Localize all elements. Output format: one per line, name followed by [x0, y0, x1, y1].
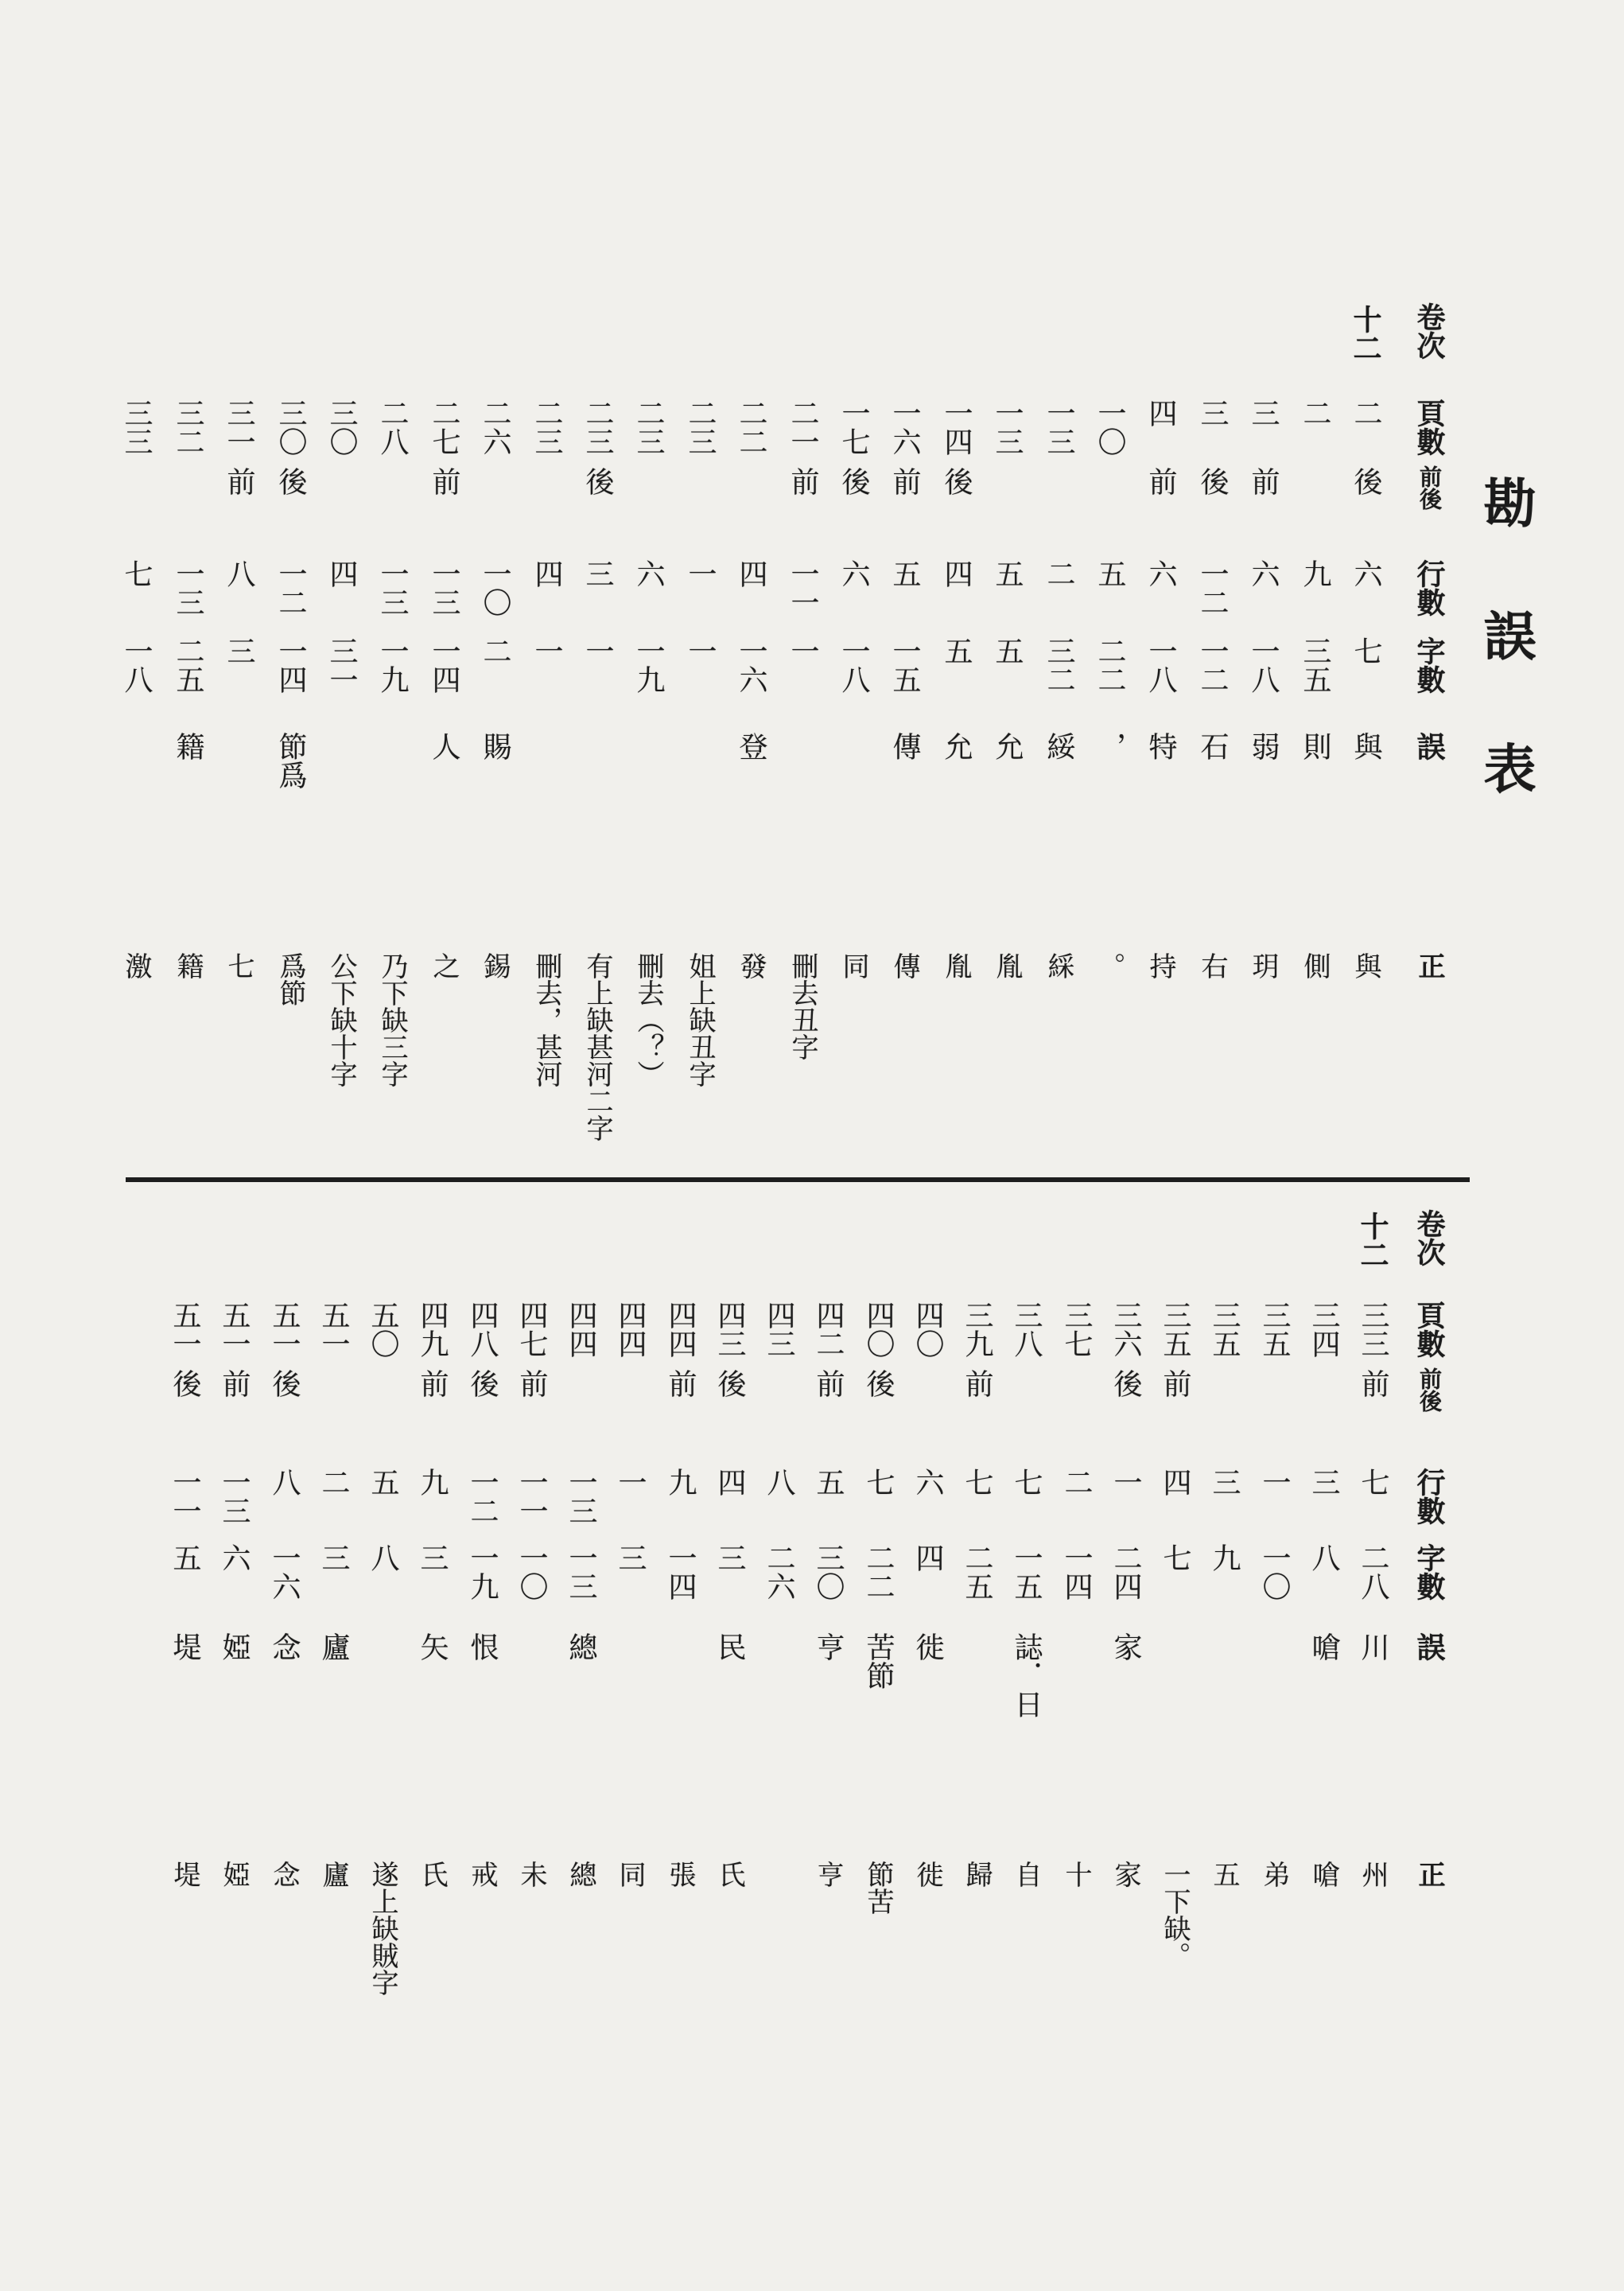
wrong-text: 傳	[888, 732, 921, 760]
page-ref	[1255, 1301, 1293, 1404]
correct-text: 亨	[812, 1861, 844, 1888]
page-side: 後	[713, 1369, 746, 1398]
page-side: 前	[1357, 1369, 1389, 1398]
wrong-text: 與	[1350, 732, 1382, 760]
wrong-text: 恨	[466, 1632, 499, 1661]
page-number: 四三	[763, 1301, 795, 1358]
line-number: 二	[1043, 559, 1075, 588]
header-line-label: 行數	[1412, 559, 1446, 617]
char-number: 八	[1307, 1543, 1340, 1572]
page-number: 三九	[961, 1301, 993, 1358]
correct-text: 錫	[479, 952, 511, 979]
correct-text: 堤	[169, 1861, 200, 1888]
page-side: 後	[1350, 467, 1382, 496]
correct-text: 之	[428, 952, 460, 979]
page-number: 二一	[787, 399, 819, 456]
header-side-label: 前後	[1416, 1367, 1443, 1412]
line-number: 三	[1307, 1468, 1340, 1496]
page-number: 五一	[268, 1301, 301, 1358]
header-side-label: 前後	[1416, 465, 1443, 510]
char-number: 一八	[120, 636, 153, 694]
line-number: 四	[735, 559, 767, 588]
page-side: 前	[888, 467, 921, 496]
correct-text: 遂上缺賊字	[367, 1861, 398, 1996]
wrong-text: 允	[991, 732, 1024, 760]
wrong-text: 嗆	[1307, 1632, 1340, 1661]
page-number: 三	[1196, 399, 1229, 427]
char-number: 二二	[862, 1543, 895, 1601]
wrong-text: 川	[1357, 1632, 1389, 1661]
header-wrong-label: 誤	[1412, 732, 1446, 760]
wrong-text: 則	[1299, 732, 1331, 760]
page-number: 一六	[888, 399, 921, 456]
correct-text: 家	[1109, 1861, 1141, 1888]
page-side: 前	[1159, 1369, 1191, 1398]
page-number: 二三	[581, 399, 614, 456]
page-number: 二	[1350, 399, 1382, 427]
char-number: 一	[530, 636, 563, 665]
char-number: 一三	[565, 1543, 597, 1601]
correct-text: 七	[223, 952, 254, 979]
correct-text: 一下缺。	[1159, 1861, 1191, 1969]
correct-text: 姐上缺丑字	[684, 952, 716, 1087]
char-number: 三	[713, 1543, 746, 1572]
page-ref	[1106, 1301, 1144, 1404]
header-line-label: 行數	[1412, 1468, 1446, 1525]
char-number: 一四	[274, 636, 307, 694]
line-number: 八	[268, 1468, 301, 1496]
page-number: 四四	[614, 1301, 647, 1358]
page-number: 三四	[1307, 1301, 1340, 1358]
line-number: 一一	[787, 559, 819, 617]
line-number: 四	[713, 1468, 746, 1496]
correct-text: 胤	[940, 952, 972, 979]
char-number: 二	[479, 636, 511, 665]
char-number: 七	[1350, 636, 1382, 665]
line-number: 五	[1094, 559, 1126, 588]
page-number: 二三	[684, 399, 717, 456]
page-number: 四〇	[862, 1301, 895, 1358]
header-char-label: 字數	[1412, 636, 1446, 694]
wrong-text: 苦節	[862, 1632, 895, 1690]
char-number: 一四	[428, 636, 460, 694]
page-ref	[1205, 1301, 1243, 1404]
correct-text: 同	[614, 1861, 646, 1888]
page-side: 前	[812, 1369, 845, 1398]
char-number: 二四	[1109, 1543, 1142, 1601]
wrong-text: ，	[1094, 732, 1126, 760]
page-side: 前	[664, 1369, 697, 1398]
line-number: 六	[911, 1468, 944, 1496]
line-number: 一	[684, 559, 717, 588]
char-number: 三	[317, 1543, 350, 1572]
correct-text: 同	[837, 952, 869, 979]
page-number: 四四	[565, 1301, 597, 1358]
line-number: 二	[1060, 1468, 1093, 1496]
wrong-text: 家	[1109, 1632, 1142, 1661]
volume-number: 十二	[1349, 305, 1382, 362]
page-ref	[1156, 1301, 1194, 1404]
correct-text: 氏	[713, 1861, 745, 1888]
page-number: 五一	[317, 1301, 350, 1358]
char-number: 二二	[1094, 636, 1126, 694]
page-side: 前	[416, 1369, 449, 1398]
page-ref	[809, 1301, 847, 1404]
line-number: 五	[367, 1468, 399, 1496]
char-number: 五	[991, 636, 1024, 665]
correct-text: 發	[735, 952, 767, 979]
line-number: 一三	[376, 559, 409, 617]
char-number: 三	[223, 636, 255, 665]
correct-text: 氏	[416, 1861, 448, 1888]
line-number: 一三	[428, 559, 460, 617]
char-number: 三〇	[812, 1543, 845, 1601]
header-char-label: 字數	[1412, 1543, 1446, 1601]
page-ref	[958, 1301, 996, 1404]
char-number: 四	[911, 1543, 944, 1572]
page-number: 一三	[991, 399, 1024, 456]
line-number: 七	[120, 559, 153, 588]
char-number: 三五	[1299, 636, 1331, 694]
page-number: 五〇	[367, 1301, 399, 1358]
wrong-text: 石	[1196, 732, 1229, 760]
char-number: 一六	[735, 636, 767, 694]
char-number: 二五	[961, 1543, 993, 1601]
page-number: 二三	[632, 399, 665, 456]
correct-text: 爲節	[274, 952, 306, 1006]
page-side: 後	[837, 467, 870, 496]
char-number: 一五	[1010, 1543, 1043, 1601]
line-number: 四	[1159, 1468, 1191, 1496]
wrong-text: 弱	[1247, 732, 1280, 760]
correct-text: 傳	[888, 952, 920, 979]
header-page-label: 頁數	[1412, 399, 1446, 456]
correct-text: 籍	[172, 952, 204, 979]
page-ref	[1057, 1301, 1095, 1404]
page-side: 前	[1247, 467, 1280, 496]
page-side: 後	[274, 467, 307, 496]
correct-text: 州	[1357, 1861, 1389, 1888]
char-number: 二五	[172, 636, 204, 694]
line-number: 一〇	[479, 559, 511, 617]
line-number: 七	[1357, 1468, 1389, 1496]
line-number: 九	[664, 1468, 697, 1496]
header-page	[1410, 1301, 1448, 1412]
line-number: 一二	[466, 1468, 499, 1525]
page-side: 後	[169, 1369, 201, 1398]
page-number: 四四	[664, 1301, 697, 1358]
char-number: 一八	[837, 636, 870, 694]
char-number: 一〇	[1258, 1543, 1291, 1601]
line-number: 一三	[565, 1468, 597, 1525]
char-number: 五	[169, 1543, 201, 1572]
char-number: 一九	[632, 636, 665, 694]
wrong-text: 堤	[169, 1632, 201, 1661]
wrong-text: 婭	[218, 1632, 251, 1661]
wrong-text: 節爲	[274, 732, 307, 789]
page-number: 五一	[218, 1301, 251, 1358]
correct-text: 廬	[317, 1861, 349, 1888]
char-number: 三二	[1043, 636, 1075, 694]
char-number: 六	[218, 1543, 251, 1572]
line-number: 七	[862, 1468, 895, 1496]
line-number: 六	[837, 559, 870, 588]
page-number: 三〇	[325, 399, 358, 456]
line-number: 四	[940, 559, 973, 588]
char-number: 二六	[763, 1543, 795, 1601]
char-number: 一八	[1144, 636, 1177, 694]
line-number: 六	[1247, 559, 1280, 588]
correct-text: 綵	[1043, 952, 1074, 979]
correct-text: 未	[515, 1861, 547, 1888]
correct-text: 右	[1196, 952, 1228, 979]
line-number: 七	[961, 1468, 993, 1496]
page-side: 後	[1109, 1369, 1142, 1398]
correct-text: 節苦	[862, 1861, 894, 1915]
wrong-text: 徙	[911, 1632, 944, 1661]
line-number: 五	[812, 1468, 845, 1496]
page-ref	[165, 1301, 204, 1404]
wrong-text: 人	[428, 732, 460, 760]
wrong-text: 總	[565, 1632, 597, 1661]
char-number: 三	[416, 1543, 449, 1572]
volume-label: 卷次	[1412, 302, 1446, 360]
correct-text: 有上缺甚河二字	[581, 952, 613, 1142]
wrong-text: 誌．日	[1010, 1632, 1043, 1718]
header-page-label: 頁數	[1412, 1301, 1446, 1358]
correct-text: 刪去，甚河	[530, 952, 562, 1087]
page-number: 二八	[376, 399, 409, 456]
char-number: 一四	[664, 1543, 697, 1601]
line-number: 六	[1350, 559, 1382, 588]
wrong-text: 廬	[317, 1632, 350, 1661]
page-number: 三六	[1109, 1301, 1142, 1358]
char-number: 二八	[1357, 1543, 1389, 1601]
page-number: 三八	[1010, 1301, 1043, 1358]
page-number: 一三	[1043, 399, 1075, 456]
line-number: 三	[581, 559, 614, 588]
line-number: 三	[1208, 1468, 1241, 1496]
page-title: 勘誤表	[1474, 476, 1537, 874]
page-number: 三五	[1258, 1301, 1291, 1358]
page-side: 前	[223, 467, 255, 496]
page-number: 三五	[1208, 1301, 1241, 1358]
wrong-text: 賜	[479, 732, 511, 760]
line-number: 八	[763, 1468, 795, 1496]
page-ref	[413, 1301, 451, 1404]
page-number: 四二	[812, 1301, 845, 1358]
page-side: 後	[466, 1369, 499, 1398]
wrong-text: 念	[268, 1632, 301, 1661]
char-number: 九	[1208, 1543, 1241, 1572]
page-side: 前	[218, 1369, 251, 1398]
correct-text: 歸	[961, 1861, 993, 1888]
line-number: 五	[991, 559, 1024, 588]
correct-text: 激	[120, 952, 152, 979]
page-ref	[363, 1301, 402, 1404]
volume-number: 十二	[1356, 1212, 1389, 1269]
page-ref	[215, 1301, 253, 1404]
page-number: 三三	[120, 399, 153, 456]
page-number: 四七	[515, 1301, 548, 1358]
char-number: 一〇	[515, 1543, 548, 1601]
char-number: 五	[940, 636, 973, 665]
line-number: 四	[530, 559, 563, 588]
page-side: 後	[268, 1369, 301, 1398]
page-ref	[611, 1301, 649, 1404]
line-number: 九	[1299, 559, 1331, 588]
page-side: 後	[581, 467, 614, 496]
page-number: 三〇	[274, 399, 307, 456]
char-number: 一	[581, 636, 614, 665]
page-side: 後	[862, 1369, 895, 1398]
char-number: 一	[787, 636, 819, 665]
page-number: 二	[1299, 399, 1331, 427]
wrong-text: 允	[940, 732, 973, 760]
char-number: 三	[614, 1543, 647, 1572]
page-number: 四三	[713, 1301, 746, 1358]
line-number: 一	[1109, 1468, 1142, 1496]
char-number: 八	[367, 1543, 399, 1572]
correct-text: 持	[1144, 952, 1176, 979]
correct-text: 公下缺十字	[325, 952, 357, 1087]
char-number: 一六	[268, 1543, 301, 1601]
page-ref	[908, 1301, 946, 1404]
header-correct-label: 正	[1413, 952, 1445, 979]
char-number: 一九	[376, 636, 409, 694]
page-number: 二七	[428, 399, 460, 456]
page-ref	[1304, 1301, 1342, 1404]
page-number: 一〇	[1094, 399, 1126, 456]
correct-text: 五	[1208, 1861, 1240, 1888]
wrong-text: 特	[1144, 732, 1177, 760]
correct-text: 刪去丑字	[787, 952, 818, 1060]
page-side: 後	[1196, 467, 1229, 496]
wrong-text: 登	[735, 732, 767, 760]
char-number: 三一	[325, 636, 358, 694]
page-number: 四〇	[911, 1301, 944, 1358]
page-side: 前	[428, 467, 460, 496]
correct-text: 戒	[466, 1861, 498, 1888]
correct-text: 張	[664, 1861, 696, 1888]
correct-text: 念	[268, 1861, 300, 1888]
page-ref	[710, 1301, 748, 1404]
page-number: 二六	[479, 399, 511, 456]
page-number: 三一	[223, 399, 255, 456]
page-number: 二三	[530, 399, 563, 456]
line-number: 一	[1258, 1468, 1291, 1496]
char-number: 一四	[1060, 1543, 1093, 1601]
page-ref	[661, 1301, 699, 1404]
page-side: 前	[961, 1369, 993, 1398]
page-ref	[859, 1301, 897, 1404]
page-number: 二二	[735, 399, 767, 456]
page-number: 三三	[1357, 1301, 1389, 1358]
volume-label: 卷次	[1412, 1209, 1446, 1266]
page-ref	[314, 1301, 352, 1404]
correct-text: 胤	[991, 952, 1023, 979]
char-number: 一九	[466, 1543, 499, 1601]
page-ref	[463, 1301, 501, 1404]
correct-text: 嗆	[1307, 1861, 1339, 1888]
page-side: 前	[787, 467, 819, 496]
char-number: 一	[684, 636, 717, 665]
line-number: 一三	[218, 1468, 251, 1525]
page-number: 四八	[466, 1301, 499, 1358]
line-number: 一二	[274, 559, 307, 617]
page-number: 四	[1144, 399, 1177, 427]
char-number: 一五	[888, 636, 921, 694]
header-correct-label: 正	[1413, 1861, 1445, 1888]
correct-text: 婭	[218, 1861, 250, 1888]
line-number: 八	[223, 559, 255, 588]
page-number: 三二	[172, 399, 204, 456]
page-number: 三五	[1159, 1301, 1191, 1358]
line-number: 七	[1010, 1468, 1043, 1496]
page-ref	[561, 1301, 600, 1404]
correct-text: 徙	[911, 1861, 943, 1888]
page-ref	[265, 1301, 303, 1404]
correct-text: 玥	[1247, 952, 1279, 979]
correct-text: 弟	[1258, 1861, 1290, 1888]
correct-text: 十	[1060, 1861, 1092, 1888]
correct-text: 側	[1299, 952, 1331, 979]
page-side: 前	[1144, 467, 1177, 496]
correct-text: 自	[1010, 1861, 1042, 1888]
page-ref	[1007, 1301, 1045, 1404]
line-number: 四	[325, 559, 358, 588]
page-side: 後	[940, 467, 973, 496]
correct-text: 刪去（？）	[632, 952, 664, 1087]
page-number: 三	[1247, 399, 1280, 427]
wrong-text: 矢	[416, 1632, 449, 1661]
page-number: 一七	[837, 399, 870, 456]
correct-text: 。	[1094, 952, 1125, 979]
page-number: 一四	[940, 399, 973, 456]
line-number: 一二	[1196, 559, 1229, 617]
page-number: 四九	[416, 1301, 449, 1358]
correct-text: 總	[565, 1861, 596, 1888]
wrong-text: 民	[713, 1632, 746, 1661]
page-side: 前	[515, 1369, 548, 1398]
wrong-text: 籍	[172, 732, 204, 760]
page-number: 三七	[1060, 1301, 1093, 1358]
char-number: 七	[1159, 1543, 1191, 1572]
line-number: 六	[632, 559, 665, 588]
page-ref	[1354, 1301, 1392, 1404]
correct-text: 與	[1350, 952, 1381, 979]
header-wrong-label: 誤	[1412, 1632, 1446, 1661]
line-number: 六	[1144, 559, 1177, 588]
char-number: 一八	[1247, 636, 1280, 694]
line-number: 一三	[172, 559, 204, 617]
page-ref	[512, 1301, 550, 1404]
line-number: 五	[888, 559, 921, 588]
line-number: 一	[614, 1468, 647, 1496]
correct-text: 乃下缺三字	[376, 952, 408, 1087]
page-ref	[760, 1301, 798, 1404]
wrong-text: 亨	[812, 1632, 845, 1661]
page-number: 五一	[169, 1301, 201, 1358]
line-number: 一一	[169, 1468, 201, 1525]
char-number: 一二	[1196, 636, 1229, 694]
wrong-text: 綏	[1043, 732, 1075, 760]
line-number: 一一	[515, 1468, 548, 1525]
line-number: 二	[317, 1468, 350, 1496]
line-number: 九	[416, 1468, 449, 1496]
